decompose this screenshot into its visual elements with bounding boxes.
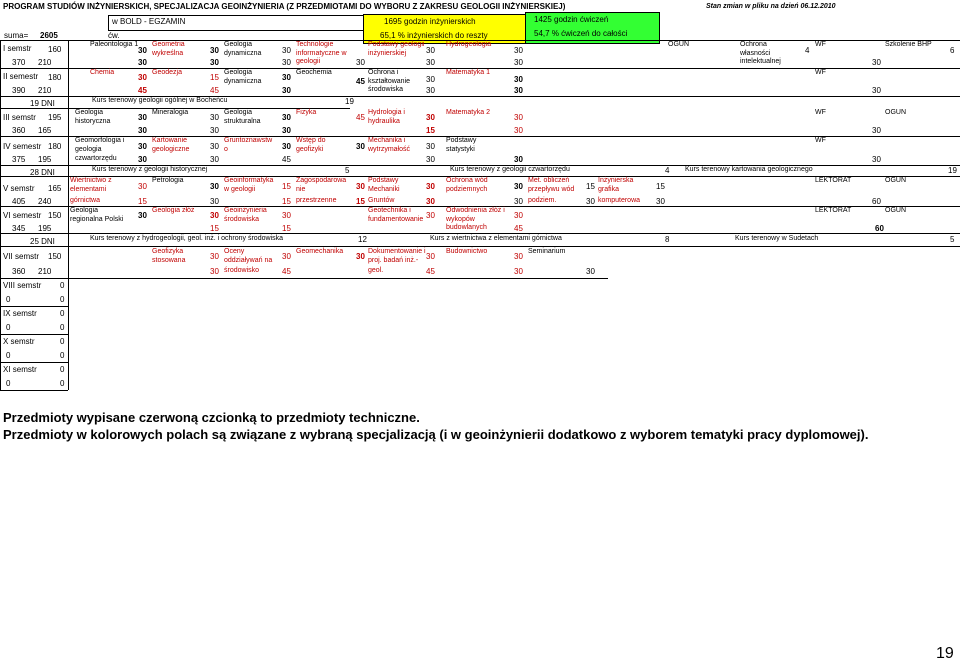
sem7-subj-dokumentowanie2: proj. badań inż.- <box>368 257 419 264</box>
sem5-subj-podstawy-mech3: Gruntów <box>368 197 395 204</box>
sem2-subj-ochrona3: środowiska <box>368 86 404 93</box>
sem1-val: 30 <box>872 58 881 67</box>
sem5-val: 60 <box>872 197 881 206</box>
sem1-h1: 370 <box>12 58 26 67</box>
sem4-val: 30 <box>282 142 291 151</box>
sem5-subj-ochrona-wod: Ochrona wód <box>446 177 488 184</box>
sem6-subj-geoinzynieria2: środowiska <box>224 216 260 223</box>
sem1-subj-podstawy2: inżynierskiej <box>368 50 407 57</box>
days1-label: 19 DNI <box>30 99 55 108</box>
sem7-val: 30 <box>586 267 595 276</box>
sem1-ochrona: Ochrona <box>740 41 767 48</box>
sem1-val: 6 <box>950 46 955 55</box>
sem5-subj-grafika: Inżynierska <box>598 177 634 184</box>
sem5-subj-grafika3: komputerowa <box>598 197 641 204</box>
days1-course: Kurs terenowy geologii ogólnej w Bocheńcu <box>92 97 228 104</box>
sem3-subj-hydrologia: Hydrologia i <box>368 109 405 116</box>
sem7-subj-dokumentowanie: Dokumentowanie i <box>368 248 426 255</box>
sem10-h1: 0 <box>6 351 11 360</box>
sem4-val: 45 <box>282 155 291 164</box>
sem5-val: 30 <box>210 182 219 191</box>
sem1-val: 30 <box>426 46 435 55</box>
legend-cw: ćw. <box>108 31 120 40</box>
sem10-label: X semstr <box>3 337 35 346</box>
sem1-val: 30 <box>514 46 523 55</box>
sem6-h2: 195 <box>38 224 52 233</box>
sem5-label: V semstr <box>3 184 35 193</box>
sem4-subj-geomorfologia2: geologia <box>75 146 102 153</box>
sem3-val: 30 <box>872 126 881 135</box>
sem2-subj-ochrona: Ochrona i <box>368 69 399 76</box>
sem1-val: 30 <box>210 58 219 67</box>
sem5-val: 15 <box>282 197 291 206</box>
sem6-subj-geologia-reg: Geologia <box>70 207 99 214</box>
sem5-subj-zagospodarowanie: Zagospodarowa <box>296 177 347 184</box>
sem1-subj-geologia: Geologia <box>224 41 253 48</box>
sem6-subj-geotechnika2: fundamentowanie <box>368 216 424 223</box>
sem1-val: 4 <box>805 46 810 55</box>
days2-val3: 19 <box>948 166 957 175</box>
sem5-subj-wiertnictwo3: górnictwa <box>70 197 100 204</box>
sem7-h1: 360 <box>12 267 26 276</box>
sem8-label: VIII semstr <box>3 281 42 290</box>
sem5-val: 30 <box>514 197 523 206</box>
sem3-subj-geologia-strukt: Geologia <box>224 109 253 116</box>
sem3-subj-matematyka2: Matematyka 2 <box>446 109 490 116</box>
sem3-val: 30 <box>210 126 219 135</box>
sem6-val: 30 <box>282 211 291 220</box>
sem6-val: 60 <box>875 224 884 233</box>
exercise-hours-text <box>534 15 608 24</box>
days1-val: 19 <box>345 97 354 106</box>
sem7-val: 45 <box>282 267 291 276</box>
sem3-val: 30 <box>514 126 523 135</box>
sem1-subj-hydrogeologia: Hydrogeologia <box>446 41 492 48</box>
sem4-h2: 195 <box>38 155 52 164</box>
sem1-subj-geometria2: wykreślna <box>152 50 184 57</box>
sem5-val: 30 <box>514 182 523 191</box>
sem7-val: 30 <box>426 252 435 261</box>
sem1-val: 30 <box>138 46 147 55</box>
days2-course3: Kurs terenowy kartowania geologicznego <box>685 166 813 173</box>
sem4-subj-statystyki: Podstawy <box>446 137 477 144</box>
sem5-subj-geoinformatyka: Geoinformatyka <box>224 177 274 184</box>
sem4-val: 30 <box>426 155 435 164</box>
sem3-ogun: OGUN <box>885 109 906 116</box>
sem5-val: 30 <box>426 182 435 191</box>
sem9-h1: 0 <box>6 323 11 332</box>
sem3-num: 195 <box>48 113 62 122</box>
sem9-h2: 0 <box>60 323 65 332</box>
sem4-subj-geomorfologia: Geomorfologia i <box>75 137 125 144</box>
sem3-val: 30 <box>138 126 147 135</box>
sem8-h2: 0 <box>60 295 65 304</box>
sem5-subj-petrologia: Petrologia <box>152 177 184 184</box>
sem6-num: 150 <box>48 211 62 220</box>
sem3-subj-geologia: Geologia <box>75 109 104 116</box>
sem1-val: 30 <box>138 58 147 67</box>
days2-label: 28 DNI <box>30 168 55 177</box>
sem6-subj-geotechnika: Geotechnika i <box>368 207 411 214</box>
sem3-subj-hydrologia2: hydraulika <box>368 118 400 125</box>
sem4-h1: 375 <box>12 155 26 164</box>
sem1-val: 30 <box>356 58 365 67</box>
sem7-subj-dokumentowanie3: geol. <box>368 267 384 274</box>
sem5-subj-podstawy-mech2: Mechaniki <box>368 186 400 193</box>
sem1-val: 30 <box>426 58 435 67</box>
sem7-subj-budownictwo: Budownictwo <box>446 248 488 255</box>
sem1-ogun: OGUN <box>668 41 689 48</box>
sem4-subj-mechanika: Mechanika i <box>368 137 406 144</box>
sem5-subj-met-oblicz2: przepływu wód <box>528 186 575 193</box>
sem4-subj-gruntoznawstwo2: o <box>224 146 228 153</box>
sem4-subj-kartowanie: Kartowanie <box>152 137 188 144</box>
sem2-val: 30 <box>282 86 291 95</box>
sem8-h1: 0 <box>6 295 11 304</box>
suma-value: 2605 <box>40 31 58 40</box>
sem1-num: 160 <box>48 45 62 54</box>
sem1-val: 30 <box>282 58 291 67</box>
sem11-h1: 0 <box>6 379 11 388</box>
sem4-val: 30 <box>356 142 365 151</box>
sem1-subj-podstawy: Podstawy geologii <box>368 41 425 48</box>
days2-val2: 4 <box>665 166 670 175</box>
sem4-wf: WF <box>815 137 826 144</box>
days3-val1: 12 <box>358 235 367 244</box>
sem3-h2: 165 <box>38 126 52 135</box>
sem1-val: 30 <box>514 58 523 67</box>
sem4-num: 180 <box>48 142 62 151</box>
sem2-subj-geochemia: Geochemia <box>296 69 332 76</box>
sem3-val: 30 <box>210 113 219 122</box>
sem5-h2: 240 <box>38 197 52 206</box>
sem2-subj-ochrona2: kształtowanie <box>368 78 411 85</box>
days3-val2: 8 <box>665 235 670 244</box>
sem1-bhp: Szkolenie BHP <box>885 41 932 48</box>
sem5-val: 30 <box>210 197 219 206</box>
sem2-val: 30 <box>426 75 435 84</box>
days3-course2: Kurs z wiertnictwa z elementami górnictwa <box>430 235 562 242</box>
sem5-subj-ochrona-wod2: podziemnych <box>446 186 488 193</box>
sem4-subj-statystyki2: statystyki <box>446 146 475 153</box>
page-number: 19 <box>936 645 954 662</box>
sem4-val: 30 <box>872 155 881 164</box>
sem2-label: II semestr <box>3 72 39 81</box>
sem4-val: 30 <box>210 155 219 164</box>
exercise-hours-num: 1425 <box>534 15 552 24</box>
sem6-val: 30 <box>210 211 219 220</box>
sem3-val: 30 <box>426 113 435 122</box>
sem3-wf: WF <box>815 109 826 116</box>
sem5-val: 15 <box>586 182 595 191</box>
sem2-subj-matematyka1: Matematyka 1 <box>446 69 490 76</box>
sem7-num: 150 <box>48 252 62 261</box>
days3-course1: Kurs terenowy z hydrogeologii, geol. inż. i ochrony środowiska <box>90 235 283 242</box>
sem7-subj-oceny3: środowisko <box>224 267 260 274</box>
sem1-val: 30 <box>282 46 291 55</box>
sem4-val: 30 <box>138 142 147 151</box>
sem7-h2: 210 <box>38 267 52 276</box>
sem5-subj-zagospodarowanie2: nie <box>296 186 306 193</box>
sem5-subj-grafika2: grafika <box>598 186 620 193</box>
sem3-subj-mineralogia: Mineralogia <box>152 109 189 116</box>
sem6-subj-geoinzynieria: Geoinżynieria <box>224 207 267 214</box>
sem2-val: 45 <box>210 86 219 95</box>
sem2-val: 30 <box>426 86 435 95</box>
sem11-h2: 0 <box>60 379 65 388</box>
sem7-val: 30 <box>514 267 523 276</box>
sem3-subj-geologia-strukt2: strukturalna <box>224 118 261 125</box>
sem4-subj-geomorfologia3: czwartorzędu <box>75 155 117 162</box>
sem2-num: 180 <box>48 73 62 82</box>
sem3-h1: 360 <box>12 126 26 135</box>
days2-val1: 5 <box>345 166 350 175</box>
sem11-num: 0 <box>60 365 65 374</box>
sem2-subj-geodezja: Geodezja <box>152 69 182 76</box>
sem6-val: 45 <box>514 224 523 233</box>
sem1-subj-technologie3: geologii <box>296 58 321 65</box>
sem2-val: 15 <box>210 73 219 82</box>
sem1-val: 30 <box>210 46 219 55</box>
changes-note-text: Stan zmian w pliku na dzień 06.12.2010 <box>706 3 836 10</box>
eng-hours-text: 1695 godzin inżynierskich <box>384 17 476 26</box>
sem6-subj-odwodnienia: Odwodnienia złóż i <box>446 207 505 214</box>
sem4-val: 30 <box>210 142 219 151</box>
sem2-val: 30 <box>872 86 881 95</box>
sem3-val: 30 <box>282 126 291 135</box>
sem5-val: 30 <box>426 197 435 206</box>
exercise-hours-label: godzin ćwiczeń <box>554 15 609 24</box>
days3-course3: Kurs terenowy w Sudetach <box>735 235 819 242</box>
sem6-h1: 345 <box>12 224 26 233</box>
sem7-subj-geomechanika: Geomechanika <box>296 248 344 255</box>
sem6-ogun: OGUN <box>885 207 906 214</box>
exercise-pct-label: % ćwiczeń do całości <box>551 29 628 38</box>
sem5-lektorat: LEKTORAT <box>815 177 852 184</box>
sem3-val: 15 <box>426 126 435 135</box>
sem5-subj-podstawy-mech: Podstawy <box>368 177 399 184</box>
sem1-wf: WF <box>815 41 826 48</box>
sem1-subj-paleontologia: Paleontologia 1 <box>90 41 139 48</box>
sem6-subj-geologia-reg2: regionalna Polski <box>70 216 124 223</box>
sem7-label: VII semstr <box>3 252 40 261</box>
sem3-val: 30 <box>138 113 147 122</box>
sem11-label: XI semstr <box>3 365 37 374</box>
sem2-h1: 390 <box>12 86 26 95</box>
sem2-wf: WF <box>815 69 826 76</box>
sem3-val: 45 <box>356 113 365 122</box>
sem9-num: 0 <box>60 309 65 318</box>
sem5-val: 30 <box>586 197 595 206</box>
legend-bold-exam: w BOLD - EGZAMIN <box>112 17 186 26</box>
sem5-val: 15 <box>138 197 147 206</box>
sem1-h2: 210 <box>38 58 52 67</box>
sem6-subj-odwodnienia3: budowlanych <box>446 224 487 231</box>
page-title: PROGRAM STUDIÓW INŻYNIERSKICH, SPECJALIZACJA GEOINŻYNIERIA (Z PRZEDMIOTAMI DO WYBORU Z ZAKRESU GEOLOGII INŻYNIERSKIEJ) <box>3 2 566 11</box>
sem1-subj-technologie: Technologie <box>296 41 334 48</box>
days2-course1: Kurs terenowy z geologii historycznej <box>92 166 208 173</box>
sem7-subj-geofizyka: Geofizyka <box>152 248 184 255</box>
sem2-subj-chemia: Chemia <box>90 69 115 76</box>
sem6-val: 15 <box>282 224 291 233</box>
sem7-subj-geofizyka2: stosowana <box>152 257 186 264</box>
sem2-val: 45 <box>356 77 365 86</box>
sem7-val: 30 <box>356 252 365 261</box>
sem7-val: 45 <box>426 267 435 276</box>
sem7-subj-seminarium: Seminarium <box>528 248 566 255</box>
sem1-subj-geometria: Geometria <box>152 41 185 48</box>
sem1-subj-technologie2: informatyczne w <box>296 50 347 57</box>
sem2-val: 30 <box>514 75 523 84</box>
sem3-label: III semstr <box>3 113 36 122</box>
sem4-label: IV semestr <box>3 142 42 151</box>
sem6-label: VI semestr <box>3 211 42 220</box>
sem3-val: 30 <box>514 113 523 122</box>
days2-course2: Kurs terenowy z geologii czwartorzędu <box>450 166 570 173</box>
sem6-val: 15 <box>210 224 219 233</box>
sem10-num: 0 <box>60 337 65 346</box>
sem2-h2: 210 <box>38 86 52 95</box>
sem6-lektorat: LEKTORAT <box>815 207 852 214</box>
sem4-subj-wstep: Wstęp do <box>296 137 326 144</box>
sem7-val: 30 <box>282 252 291 261</box>
sem9-label: IX semstr <box>3 309 37 318</box>
sem5-subj-met-oblicz: Met. obliczeń <box>528 177 570 184</box>
sem5-subj-wiertnictwo2: elementami <box>70 186 107 193</box>
sem4-subj-mechanika2: wytrzymałość <box>368 146 411 153</box>
footnote-technical: Przedmioty wypisane czerwoną czcionką to przedmioty techniczne. <box>3 410 420 425</box>
sem5-val: 15 <box>356 197 365 206</box>
sem1-intelektualnej: intelektualnej <box>740 58 781 65</box>
sem8-num: 0 <box>60 281 65 290</box>
suma-label: suma= <box>4 31 29 40</box>
sem6-val: 30 <box>138 211 147 220</box>
sem5-subj-met-oblicz3: podziem. <box>528 197 557 204</box>
sem4-val: 30 <box>514 155 523 164</box>
sem4-val: 30 <box>426 142 435 151</box>
sem5-val: 15 <box>656 182 665 191</box>
sem5-val: 30 <box>138 182 147 191</box>
sem5-num: 165 <box>48 184 62 193</box>
sem1-label: I semstr <box>3 44 32 53</box>
sem10-h2: 0 <box>60 351 65 360</box>
sem2-val: 30 <box>514 86 523 95</box>
sem1-wlasnosci: własności <box>740 50 771 57</box>
eng-pct-text: 65,1 % inżynierskich do reszty <box>380 31 488 40</box>
changes-note <box>706 3 836 11</box>
sem5-val: 30 <box>656 197 665 206</box>
sem2-val: 30 <box>138 73 147 82</box>
sem3-subj-geologia2: historyczna <box>75 118 111 125</box>
sem2-subj-geologia2: dynamiczna <box>224 78 262 85</box>
sem7-val: 30 <box>210 267 219 276</box>
sem4-subj-kartowanie2: geologiczne <box>152 146 190 153</box>
sem6-subj-odwodnienia2: wykopów <box>446 216 475 223</box>
sem4-subj-gruntoznawstwo: Gruntoznawstw <box>224 137 273 144</box>
days3-label: 25 DNI <box>30 237 55 246</box>
sem5-val: 15 <box>282 182 291 191</box>
sem3-subj-fizyka: Fizyka <box>296 109 317 116</box>
sem7-val: 30 <box>210 252 219 261</box>
sem7-val: 30 <box>514 252 523 261</box>
footnote-colored: Przedmioty w kolorowych polach są związane z wybraną specjalizacją (i w geoinżynierii dodatkowo z wyborem tematyki pracy dyplomowej). <box>3 427 869 442</box>
sem5-ogun: OGUN <box>885 177 906 184</box>
sem5-subj-wiertnictwo: Wiertnictwo z <box>70 177 112 184</box>
sem4-subj-wstep2: geofizyki <box>296 146 324 153</box>
sem6-val: 30 <box>426 211 435 220</box>
sem7-subj-oceny2: oddziaływań na <box>224 257 273 264</box>
sem2-subj-geologia: Geologia <box>224 69 253 76</box>
sem5-subj-geoinformatyka2: w geologii <box>224 186 256 193</box>
days3-val3: 5 <box>950 235 955 244</box>
sem6-subj-geologia-zloz: Geologia złóż <box>152 207 195 214</box>
sem5-subj-zagospodarowanie3: przestrzenne <box>296 197 337 204</box>
sem5-h1: 405 <box>12 197 26 206</box>
exercise-pct-num: 54,7 <box>534 29 550 38</box>
sem3-val: 30 <box>282 113 291 122</box>
sem2-val: 45 <box>138 86 147 95</box>
sem4-val: 30 <box>138 155 147 164</box>
sem1-subj-geologia2: dynamiczna <box>224 50 262 57</box>
sem5-val: 30 <box>356 182 365 191</box>
sem6-val: 30 <box>514 211 523 220</box>
exercise-pct-text <box>534 29 627 38</box>
sem2-val: 30 <box>282 73 291 82</box>
sem7-subj-oceny: Oceny <box>224 248 245 255</box>
